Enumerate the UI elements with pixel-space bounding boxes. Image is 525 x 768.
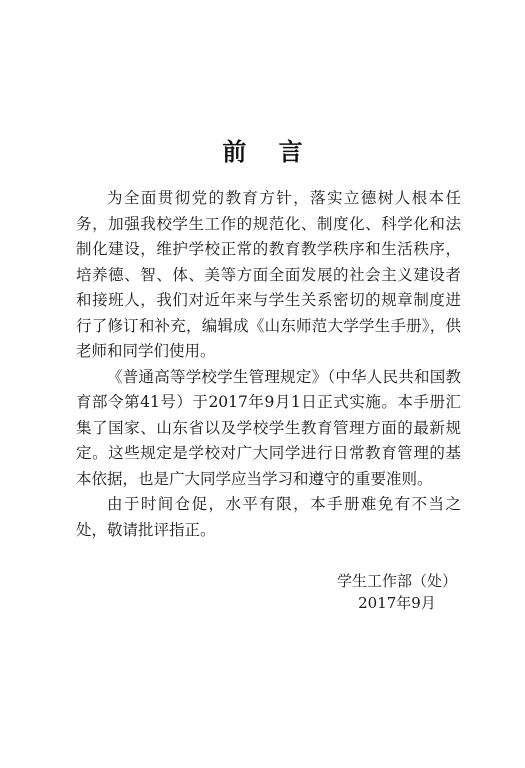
- preface-paragraph-2: 《普通高等学校学生管理规定》（中华人民共和国教育部令第41号）于2017年9月1日正式实施。本手册汇集了国家、山东省以及学校学生教育管理方面的最新规定。这些规定是学校对广大同学进行日常教育管理的基本依据，也是广大同学应当学习和遵守的重要准则。: [76, 367, 461, 488]
- signature-date: 2017年9月: [358, 594, 436, 612]
- signature-block: [337, 570, 457, 614]
- page-title: 前 言: [222, 138, 315, 166]
- preface-paragraph-3: 由于时间仓促，水平有限，本手册难免有不当之处，敬请批评指正。: [76, 495, 461, 539]
- preface-body: [76, 186, 461, 543]
- preface-paragraph-1: 为全面贯彻党的教育方针，落实立德树人根本任务，加强我校学生工作的规范化、制度化、科学化和法制化建设，维护学校正常的教育教学秩序和生活秩序，培养德、智、体、美等方面全面发展的社会主义建设者和接班人，我们对近年来与学生关系密切的规章制度进行了修订和补充，编辑成《山东师范大学学生手册》，供老师和同学们使用。: [76, 189, 461, 360]
- signature-department: 学生工作部（处）: [336, 572, 457, 590]
